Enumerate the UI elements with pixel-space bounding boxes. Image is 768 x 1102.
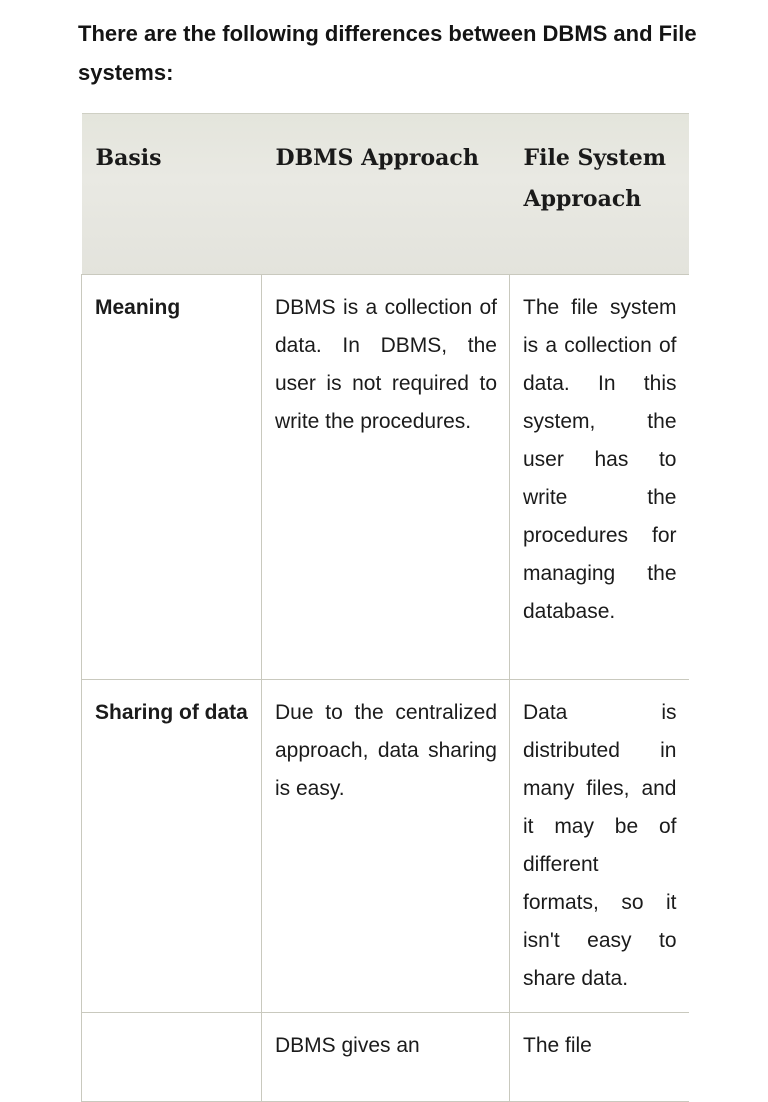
basis-cell: Meaning <box>82 275 262 680</box>
header-file-system-approach: File System Approach <box>510 114 689 275</box>
table-row <box>82 1013 689 1102</box>
basis-cell <box>82 1013 262 1102</box>
table-header <box>82 114 689 275</box>
table-body <box>82 275 689 1102</box>
file-system-cell: Data is distributed in many files, and it may be of different formats, so it isn't easy to share data. <box>510 680 689 1013</box>
file-system-cell: The file system is a collection of data. In this system, the user has to write the procedures for managing the database. <box>510 275 689 680</box>
comparison-table <box>81 113 689 1102</box>
dbms-cell: Due to the centralized approach, data sharing is easy. <box>262 680 510 1013</box>
basis-cell: Sharing of data <box>82 680 262 1013</box>
intro-text: There are the following differences between DBMS and File systems: <box>78 21 697 85</box>
header-row <box>82 114 689 275</box>
dbms-cell: DBMS is a collection of data. In DBMS, the user is not required to write the procedures. <box>262 275 510 680</box>
table-row <box>82 680 689 1013</box>
dbms-cell: DBMS gives an <box>262 1013 510 1102</box>
file-system-cell: The file <box>510 1013 689 1102</box>
comparison-table-container <box>81 113 688 1102</box>
header-basis: Basis <box>82 114 262 275</box>
header-dbms-approach: DBMS Approach <box>262 114 510 275</box>
table-row <box>82 275 689 680</box>
